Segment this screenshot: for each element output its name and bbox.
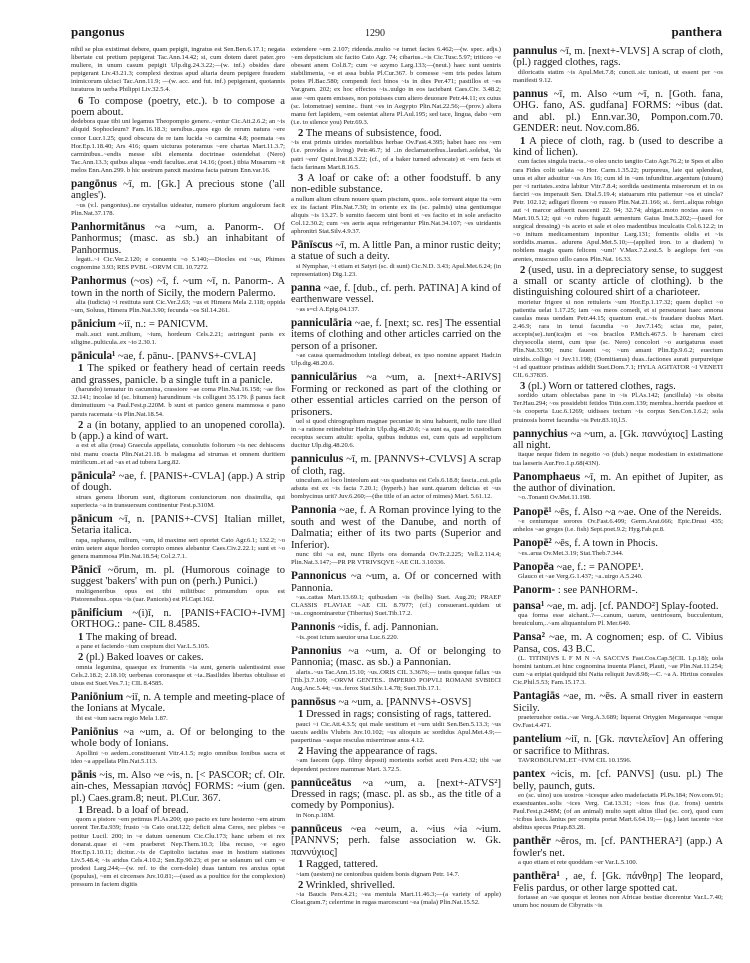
sense-text: A loaf or cake of: a other foodstuff. b any non-edible substance. (291, 172, 501, 196)
sense-definition (291, 746, 501, 757)
dictionary-entry (513, 871, 723, 910)
entry-definition: ~ī, n. [PANIS+-CVS] Italian millet, Setaria italica. (71, 513, 285, 537)
dictionary-entry (291, 646, 501, 693)
sense-number: 1 (78, 631, 84, 643)
sense-number: 2 (298, 879, 304, 891)
headword: panthēr (513, 835, 551, 848)
dictionary-entry (291, 697, 501, 774)
sense-citations: sordido uitam oblectabas pane in ~is Pl.As.142; (ancillula) ~is obsita Ter.Hau.294; ~os possidebit fetidos Titin.com.139; membra..horrida paedore et ~is cooperta Luc.6.1269; uidisses tectum ~is corpus Sen.Con.1.6.2; sola pruinosis horret facundia ~is Petr.83.10,l.5. (513, 392, 723, 424)
sense-text: Having the appearance of rags. (305, 746, 438, 757)
headword: Pannonia (291, 504, 337, 517)
dictionary-entry (71, 514, 285, 561)
citations: ibi est ~ium sacra regio Mela 1.87. (76, 714, 168, 722)
dictionary-entry (513, 89, 723, 425)
citations: ~as..cattas Mart.13.69.1; quibusdam ~is (bellis) Suet. Aug.20; PRAEF CLASSIS FLAVIAE ~AE CIL 8.7977; (cf.) consuerant..quidam ut ~us..cognominaretur (Tiberius) Suet.Tib.17.2. (291, 594, 501, 618)
entry-definition: ~a ~um, a. [PANNVS+-OSVS] (338, 696, 472, 708)
sense-definition (291, 880, 501, 891)
citations: eo (sc. uino) uos uostros ~icesque adeo madefactatis Pl.Ps.184; Nov.com.91; exaestuantes..solis ~ices Verg. Cat.13.31; ~ices frus (i.e. frons) uentris Paul.Fest.p.248M; (of an animal) multo sapit altius illud (sc. cor), quod cum ~icibus laxis..lanius per compita portat Mart.6.64.19;— (sg.) latet iacente ~ice abditus specus Priap.83.28. (513, 792, 723, 832)
citations: multigeneribus opus est tibi militibus: primumdum opus est Pistorensibus..opus ~is (uar. Paniceis) est Pl.Capt.162. (71, 587, 285, 603)
sense-citations: ~ia Baucis Pers.4.21; ~ea mentula Mart.11.46.3;—(a variety of apple) Cloat.gram.7; celerrime in rugas marcescunt ~ea (mala) Plin.Nat.15.52. (291, 891, 501, 907)
headword: panniculārius (291, 371, 357, 384)
sense-number: 1 (78, 363, 84, 375)
citations: legati..~i Cic.Ver.2.120; e conuentu ~o 5.140;—Diocles est ~us, Phimes cognomine 3.93; RES PVBL ~ORVM CIL 10.7272. (71, 256, 285, 272)
sense-citations: omnia legumina, quaeque ex frumentis ~ia sunt, generis ualentissimi esse Cels.2.18.2; 2.18.10; uerbenas coronasque et ~ia..Basilides libertus obtulisse ei uisus est Suet.Ves.7.1; CIL 8.4585. (71, 663, 285, 687)
headword: pannulus (513, 46, 558, 57)
headword: pānificium (71, 606, 123, 619)
headword: pānicula² (71, 469, 116, 482)
entry-headline (291, 372, 501, 418)
sense-citations: morietur frigore si non rettuleris ~um Hor.Ep.1.17.32; quem duplici ~o patientia uelat 1.17.25; iam ~os meos comedi, et si perseuerat haec annona casulas meas uendam Petr.44.15; quantum erat..~is fraudare duobus Mart. 2.46.9; rara in tenui facundia ~o Juv.7.145; scias me, pater, accepis(se)..tun(ica)m et ~os bracilos P.Mich.467.5. b harenam circi chrysocolla sterni, cum ipse (sc. Nero) concolori ~o aurigaturus esset Plin.Nat.33.90; nunc fauent ~o; ~um amant Plin.Ep.9.6.2; euectum uiridis..colligo ~i Juv.11.198; (Domitianus) duas..factiones aurati purpureique ~i ad quattuor pristinas addidit Suet.Dom.7.1; HYLA AGITATOR ~I VENETI CIL 6.37835. (513, 298, 723, 379)
sense-number: 1 (298, 709, 304, 721)
sense-number: 1 (78, 804, 84, 816)
headword: panthēra¹ (513, 870, 560, 883)
dictionary-entry (513, 472, 723, 503)
sense-number: 1 (520, 135, 526, 147)
sense-number: 3 (298, 172, 304, 184)
citations: in Non.p.18M. (296, 811, 335, 819)
entry-headline (71, 770, 285, 804)
dictionary-entry (291, 283, 501, 314)
entry-headline (291, 240, 501, 263)
sense-citations: ~is erat primis uirides mortalibus herbae Ov.Fast.4.395; habet haec res ~em (i.e. provides a living) Petr.46.7; id ..in declamatoribus..laudari..solebat, 'da patri ~em' Quint.Inst.8.3.22; (cf., of a baker turned advocate) et ~em facis et facis farinam Mart.8.16.5. (291, 139, 501, 171)
sense-citations: pauci ~i Cic.Att.4.3.5; qui male uestitum et ~um uidit Sen.Ben.5.13.3; ~us uacuis aedilis Vlubris Juv.10.102; ~us alioquin ac sordidus Apul.Met.4.9;—paupertinas ~asque resculas miserrimae anus 4.12. (291, 720, 501, 744)
dictionary-entry (71, 179, 285, 218)
entry-definition: ~a ~um, a. [next+-ARIVS] Forming or reckoned as part of the clothing or other essential articles carried on the person of prisoners. (291, 372, 501, 418)
headword: pānicula¹ (71, 350, 116, 363)
sense-definition (291, 709, 501, 720)
headword: panna (291, 282, 321, 294)
headword: pānicium (71, 318, 116, 331)
entry-headline (71, 608, 285, 631)
column-middle (291, 46, 501, 951)
headword: Pannonius (291, 644, 342, 657)
citations: nihil se plus existimat debere, quam pepigit, ingratus est Sen.Ben.6.17.1; negata libertate cui pretium pepigerat Tac.Ann.14.42; si, cum dotem daret pater..pro muliere, in unum casum pepigit Ulp.dig.24.3.22;—(w. inf.) obsides dare pepigerant Liv.43.21.3; complexi dextras apud altaria deum pepigere fraudem inimicorum ulcisci Tac.Ann.11.9; —(w. acc. and fut. inf.) pepigerant, quotannis iuraturos in uerba Philippi Liv.32.5.4. (71, 46, 285, 94)
sense-citations: ~iam (uestem) ne centonibus quidem bonis dignam Petr. 14.7. (296, 870, 460, 878)
sense-number: 6 (78, 95, 84, 107)
citations: alaris..~us Tac.Ann.15.10; ~us..ORIS CIL 3.3676;— testis quoque fallax ~us [Tib.]3.7.109; ~ORVM GENTES.. IMPERIO POPVLI ROMANI SVBIECI Aug.Anc.5.44; ~us..ferox Stat.Silv.1.4.78; Suet.Tib.17.1. (291, 668, 501, 692)
entry-headline (513, 46, 723, 69)
entry-definition: ~ae, m. adj. [cf. PANDO²] Splay-footed. (547, 600, 719, 612)
dictionary-entry (71, 222, 285, 272)
sense-definition (71, 420, 285, 443)
entry-headline (291, 454, 501, 477)
entry-headline (291, 778, 501, 812)
citations: ~e centumque sorores Ov.Fast.6.499; Germ.Arat.666; Epic.Drusi 435; anhelos ~ae greges (i.e. fish) Sept.poet.9.2; Hyg.Fab.pr.8. (513, 517, 723, 533)
dictionary-entry (71, 770, 285, 889)
entry-headline (71, 727, 285, 750)
citations: ~o..Tonanti Ov.Met.11.198. (518, 494, 591, 502)
dictionary-entry (291, 571, 501, 618)
dictionary-entry (291, 318, 501, 368)
citations: TAVROBOLIVM..ET ~IVM CIL 10.1596. (518, 757, 632, 765)
headword: pannūceus (291, 822, 342, 835)
sense-text: The spiked or feathery head of certain reeds and grasses, panicle. b a single tuft in a panicle. (71, 363, 285, 386)
sense-text: Bread. b a loaf of bread. (85, 804, 189, 816)
entry-headline (513, 769, 723, 792)
entry-definition: ~a ~um, a. Of or belonging to the whole body of Ionians. (71, 726, 285, 750)
entry-definition: ~iī, n. A temple and meeting-place of the Ionians at Mycale. (71, 691, 285, 715)
sense-citations: a pane et faciendo ~ium coeptum dici Var.L.5.105. (76, 643, 210, 651)
dictionary-entry (71, 727, 285, 766)
sense-citations: a est et alia (rosa) Graecula appellata, conuolutis foliorum ~is nec dehiscens nisi manu coacta Plin.Nat.21.18. b malagma ad strumas et omnem duritiem mirificum..et ad ~as et ad tubera Larg.82. (71, 442, 285, 466)
entry-definition: ~ae, f. pānu-. [PANVS+-CVLA] (118, 351, 256, 363)
entry-definition: , ae, f. [Gk. πάνθηρ] The leopard, Felis pardus, or other large spotted cat. (513, 871, 723, 894)
dictionary-entry (513, 734, 723, 765)
entry-definition: ~ēs, f. A town in Phocis. (554, 538, 658, 550)
entry-headline (513, 871, 723, 894)
dictionary-entry (513, 601, 723, 629)
entry-definition: ~ī, m. A little Pan, a minor rustic deity; a statue of such a deity. (291, 240, 501, 263)
sense-number: 2 (298, 746, 304, 757)
citations: qua forma esse aichant..?—..canum, uarum, uentriosum, bucculentum, breuiculum,..~am aliquantulum Pl. Mer.640. (513, 611, 723, 627)
sense-number: 2 (520, 264, 526, 276)
headword: Panopē² (513, 537, 552, 550)
entry-headline (291, 697, 501, 708)
entry-definition: ~ae, m. ~ēs. A small river in eastern Sicily. (513, 691, 723, 714)
sense-definition (513, 381, 723, 392)
dictionary-entry (71, 351, 285, 467)
citations: Glauco et ~ae Verg.G.1.437; ~a..uirgo A.5.240. (518, 573, 643, 580)
headword: pangōnus (71, 178, 118, 191)
headword: pannychius (513, 427, 568, 440)
sense-number: 1 (298, 859, 304, 871)
headword: Paniōnium (71, 690, 124, 703)
headword: Paniōnius (71, 725, 119, 738)
entry-definition: (~os) ~ī, f. ~um ~ī, n. Panorm-. A town in the north of Sicily, the modern Palermo. (71, 276, 285, 299)
entry-definition: ~ēros, m. [cf. PANTHERA²] (app.) A fowler's net. (513, 836, 723, 859)
dictionary-entry (71, 565, 285, 604)
citations: rapa, raphanos, milium, ~um, id maxime seri oportet Cato Agr.6.1; 132.2; ~o enim uetere atque hordeo corrupto omnes alebantur Caes.Civ.2.22.1; sunt et ~o genera mammosa Plin.Nat.18.54; Col.2.7.1. (71, 536, 285, 560)
dictionary-entry (513, 538, 723, 558)
citations: (L. TITINI)VS L F M N ~A SACCVS Fast.Cos.Cap.5(CIL 1.p.18); uola homini tantum..et hinc cognomina inuenta Planci, Plauti, ~ae Plin.Nat.11.254; cum ~a eripiat quidquid tibi Natta reliquit Juv.8.98;—C. ~a A. Hirtius consules Cic.Phil.5.53; Fam.15.17.3. (513, 654, 723, 687)
sense-citations: dedebora quae tibi uni legamus Theopompio genere..~entur Cic.Att.2.6.2; an ~is aliquid Sophocleum? Fam.16.18.3; uersibus..quos ego de rerum natura ~ere conor Lucr.1.25; quod obscura de re tam lucida ~o carmina 4.8; poemata ~es Hor.Ep.1.18.40; Ars 416; quam uicturas poteramus ~ere chartas Mart.11.3.7; carminibus..~endis messe sibi elementa doctrinae ostendebat (Nero) Tac.Ann.13.3; quibus aliqua ~endi facultas..erat 14.16; (poet.) tibia Musarum ~it melos Enn.Ann.299. b hic uestrum panxit maxima facta patrum Enn.var.16. (71, 118, 285, 174)
citations: fortasse an ~ae quoque et leones non Africae bestiae dicerentur Var.L.7.40; unum hoc nouum de Cibyratis ~is (513, 894, 723, 910)
dictionary-entry (291, 505, 501, 567)
sense-definition (71, 363, 285, 386)
entry-headline (513, 507, 723, 518)
dictionary-entry (513, 769, 723, 832)
citations: ~is..post ictum saeuior ursa Luc.6.220. (296, 633, 399, 641)
headword: pannūceātus (291, 776, 352, 789)
citations: alia (iudicia) ~i restituta sunt Cic.Ver.2.63; ~us et Himera Mela 2.118; oppida ~um, Soluus, Himera Plin.Nat.3.90; fecunda ~os Sil.14.261. (71, 299, 285, 315)
entry-headline (513, 836, 723, 859)
headword: Panorm- (513, 584, 556, 597)
entry-headline (513, 734, 723, 757)
dictionary-entry (513, 507, 723, 535)
dictionary-entry (291, 240, 501, 279)
entry-definition: ~ae, f. [next; sc. res] The essential items of clothing and other articles carried on the person of a prisoner. (291, 317, 501, 352)
sense-citations: quom a pistore ~em petimus Pl.As.200; quo pacto ex iure hesterno ~em atrum uorent Ter.Eu.939; frusto ~is Cato orat.122; deficit alma Ceres, nec plebes ~e potitur Lucil. 200; in ~e datum uenenum Cic.Clu.173; hanc urbem ei rex donarat..quae ei ~em praeberet Nep.Them.10.3; liba recuso, ~e egeo Hor.Ep.1.10.11; dicitur..~is de Capitolio iactatus esse in hostium stationes Liv.5.48.4; ~is aridus Cels.4.10.2; Sen.Ep.90.23; et per se solanum uel cum ~e prodest Larg.244;—(w. ref. to the corn-dole) duas tantum res anxius optat (populus), ~em et circenses Juv.10.81;—(used as a poultice for the complexion) pressum in faciem digitis (71, 816, 285, 889)
sense-definition (71, 96, 285, 119)
entry-definition: ~a ~um, a. Panorm-. Of Panhormus; (masc. as sb.) an inhabitant of Panhormus. (71, 222, 285, 256)
sense-definition (71, 652, 285, 663)
sense-definition (291, 859, 501, 870)
dictionary-entry (513, 562, 723, 582)
entry-definition: ~(i)ī, n. [PANIS+FACIO+-IVM] ORTHOG.: pane- CIL 8.4585. (71, 607, 285, 631)
sense-text: (pl.) Worn or tattered clothes, rags. (527, 380, 676, 392)
entry-definition: ~is, m. Also ~e ~is, n. [< PASCOR; cf. OIr. ain-ches, Messapian πανός] FORMS: ~ium (gen. pl.) Caes.gram.8; neut. Pl.Cur. 367. (71, 769, 285, 804)
sense-text: To compose (poetry, etc.). b to compose a poem about. (71, 95, 285, 118)
dictionary-entry (513, 632, 723, 687)
entry-headline (71, 319, 285, 330)
running-head-last-word: panthera (671, 24, 722, 39)
entry-headline (71, 565, 285, 588)
sense-number: 2 (78, 419, 84, 431)
dictionary-entry (71, 319, 285, 347)
entry-headline (71, 222, 285, 256)
dictionary-entry (513, 836, 723, 867)
headword: pānicum (71, 512, 113, 525)
sense-text: (pl.) Baked loaves or cakes. (85, 652, 204, 664)
entry-headline (71, 471, 285, 494)
headword: Panopēa (513, 560, 555, 573)
dictionary-entry (291, 622, 501, 642)
sense-definition (71, 632, 285, 643)
sense-definition (291, 173, 501, 196)
sense-number: 2 (298, 127, 304, 139)
headword: pannōsus (291, 695, 336, 708)
citations: nunc tibi ~a est, nunc Illyris ora domanda Ov.Tr.2.225; Vell.2.114.4; Plin.Nat.3.147;—PR PR VTRIVSQVE ~AE CIL 3.10336. (291, 551, 501, 567)
headword: Pānīscus (291, 239, 333, 251)
sense-definition (513, 265, 723, 299)
entry-headline (513, 562, 723, 573)
dictionary-entry (291, 778, 501, 820)
entry-definition: ~ae, f. [dub., cf. perh. PATINA] A kind of earthenware vessel. (291, 283, 501, 306)
entry-definition: ~ī, m. [PANNVS+-CVLVS] A scrap of cloth, rag. (291, 454, 501, 477)
dictionary-entry (71, 608, 285, 688)
citations: diloricatis statim ~is Apul.Met.7.8; cuncti..sic tunicati, ut essent per ~os manifesti 9.12. (513, 68, 723, 84)
citations: ~es..arua Ov.Met.3.19; Stat.Theb.7.344. (518, 549, 624, 557)
headword: pansa¹ (513, 599, 545, 612)
dictionary-entry (513, 46, 723, 85)
entry-continuation (291, 46, 501, 236)
entry-definition: ~a ~um, a. Of or belonging to Pannonia; (masc. as sb.) a Pannonian. (291, 645, 501, 669)
dictionary-entry (513, 691, 723, 730)
headword: pantex (513, 768, 546, 781)
headword: Panhormitānus (71, 221, 145, 234)
entry-definition: ~ī, m. An epithet of Jupiter, as the author of divination. (513, 471, 723, 494)
sense-number: 3 (520, 380, 526, 392)
headword: Pansa² (513, 631, 545, 644)
headword: pānis (71, 768, 97, 781)
entry-headline (513, 585, 723, 596)
sense-text: Dressed in rags; consisting of rags, tattered. (305, 709, 492, 721)
headword: Pannonis (291, 621, 336, 634)
headword: Panomphaeus (513, 470, 581, 483)
headword: Panopē¹ (513, 505, 552, 518)
entry-headline (291, 318, 501, 352)
entry-definition: ~ī, m. [Gk.] A precious stone ('all angles'). (71, 179, 285, 202)
dictionary-entry (291, 454, 501, 501)
entry-definition: ~a ~um, a. [Gk. παννύχιος] Lasting all night. (513, 428, 723, 451)
entry-headline (513, 89, 723, 135)
entry-headline (291, 622, 501, 633)
entry-definition: ~idis, f. adj. Pannonian. (337, 622, 439, 634)
entry-definition: ~a ~um, a. [next+-ATVS²] Dressed in rags; (masc. pl. as sb., as the title of a comedy by Pomponius). (291, 777, 501, 812)
entry-definition: ~ae, f. A Roman province lying to the south and west of the Danube, and north of Dalmatia; either of its two parts (Superior and Inferior). (291, 505, 501, 551)
dictionary-entry (513, 429, 723, 468)
headword: Pannonicus (291, 570, 347, 583)
dictionary-entry (291, 372, 501, 450)
entry-definition: ~ī, m. [next+-VLVS] A scrap of cloth, (pl.) ragged clothes, rags. (513, 46, 723, 69)
citations: praeteruehor ostia..~ae Verg.A.3.689; liquerat Ortygien Megareaque ~enque Ov.Fast.4.471. (513, 714, 723, 730)
citations: ~us (v.l. pangonius)..ne crystallus uideatur, numero plurium angulorum facit Plin.Nat.37.178. (71, 201, 285, 217)
dictionary-entry (513, 585, 723, 596)
headword: Pantagiās (513, 690, 560, 703)
entry-headline (513, 429, 723, 452)
sense-number: 2 (78, 652, 84, 664)
entry-continuation (71, 46, 285, 175)
entry-definition: ~icis, m. [cf. PANVS] (usu. pl.) The belly, paunch, guts. (513, 769, 723, 792)
entry-definition: ~ī, m. Also ~um ~ī, n. [Goth. fana, OHG. fano, AS. gudfana] FORMS: ~ibus (dat. and abl. pl.) Enn.var.30, Pompon.com.70. GENDER: neut. Nov.com.86. (513, 89, 723, 135)
sense-text: The making of bread. (85, 631, 177, 643)
sense-text: The means of subsistence, food. (305, 127, 442, 139)
sense-definition (71, 805, 285, 816)
citations: Apollini ~o aedem..constituerant Vitr.4.1.5; regio omnibus Ionibus sacra et ideo ~a appellata Plin.Nat.5.113. (71, 749, 285, 765)
sense-text: (used, usu. in a depreciatory sense, to suggest a small or scanty article of clothing). b the distinguishing coloured shirt of a charioteer. (513, 264, 723, 299)
citations: ~as s=cl A.Epig.04.137. (296, 305, 360, 313)
citations: a quo etiam et rete quoddam ~er Var.L.5.100. (518, 859, 638, 867)
headword: pannus (513, 88, 548, 100)
entry-definition: ~ōrum, m. pl. (Humorous coinage to suggest 'bakers' with pun on (perh.) Punici.) (71, 564, 285, 588)
headword: Panhormus (71, 275, 127, 288)
entry-headline (291, 283, 501, 306)
dictionary-entry (291, 824, 501, 907)
headword: pantelium (513, 733, 562, 746)
entry-definition: ~iī, n. [Gk. παντελεῖον] An offering or sacrifice to Mithras. (513, 734, 723, 757)
headword: panniculāria (291, 316, 352, 329)
entry-definition: : see PANHORM-. (557, 585, 638, 597)
citations: extendere ~em 2.107; ridenda..multo ~e tumet facies 6.462;—(w. spec. adjs.) ~em depsticium sic facito Cato Agr. 74; cibarius..~is Cic.Tusc.5.97; triticeo ~e obesant anem Col.8.7; cum ~e azymo Larg.133;—(neut.) haec sunt uentris stabilimenta, ~e et assa bubla Pl.Cur.367. b comesse ~em tris pedes latum potes Pl.Bac.580; compendi feci binos ~is in dies Per.471; pastillos et ~es Var.gram. 202; ex hoc effectos ~is..uulgo in eos iaciebant Caes.Civ. 3.48.2; asse ~em quem emisses, non potuisses cum altero deuorare Petr.44.11; ex cuius (sc. lotometrae) semine.. fiunt ~es in Aegypto Plin.Nat.22.56;—(prov.) altera manu fert lapidem, ~em ostentat altera Pl.Aul.195; sed tace, lingua, dabo ~em (i.e. to silence you) Petr.69.3. (291, 46, 501, 126)
headword: Pānicī (71, 563, 101, 576)
entry-headline (513, 632, 723, 655)
sense-definition (513, 136, 723, 159)
entry-definition: ~ēs, f. Also ~a ~ae. One of the Nereids. (554, 506, 722, 518)
sense-text: Ragged, tattered. (305, 859, 379, 871)
entry-definition: ~a ~um, a. Of or concerned with Pannonia. (291, 571, 501, 594)
entry-definition: ~ae, f. [PANIS+-CVLA] (app.) A strip of dough. (71, 470, 285, 494)
entry-headline (71, 351, 285, 362)
entry-headline (291, 824, 501, 858)
entry-headline (71, 276, 285, 299)
citations: ~ae causa quemadmodum intellegi debeat, ex ipso nomine apparet Hadr.in Ulp.dig.48.20.6. (291, 352, 501, 368)
entry-definition: ~ae, m. A cognomen; esp. of C. Vibius Pansa, cos. 43 B.C. (513, 632, 723, 655)
citations: strues genera liborum sunt, digitorum coniunctorum non dissimilia, qui superiecta ~a in transuersum continentur Fest.p.310M. (71, 493, 285, 509)
citations: si Nymphae, ~i etiam et Satyri (sc. di sunt) Cic.N.D. 3.43; Apul.Met.6.24; (in representation) Dig.1.23. (291, 262, 501, 278)
entry-headline (513, 601, 723, 612)
sense-citations: ~am faecem (app. filmy deposit) morientis sorbet aceti Pers.4.32; tibi ~ae dependent pectore mammae Mart. 3.72.5. (291, 757, 501, 773)
entry-headline (291, 646, 501, 669)
entry-definition: ~iī, n.: = PANICVM. (118, 319, 209, 331)
column-right (513, 46, 723, 951)
entry-headline (291, 571, 501, 594)
entry-headline (71, 514, 285, 537)
citations: uinculum..ei loco linteolum aut ~us quadratus est Cels.6.18.8; fascia..cui..pila adsuta est ex ~is facta 7.20.1; (hyperb.) hae sunt..quarum delicias et ~us bombycinus urit? Juv.6.260;—(the title of an actor of mimes) Mart. 5.61.12. (291, 477, 501, 501)
entry-definition: ~ea ~eum, a. ~ius ~ia ~ium. [PANNVS; perh. false association w. Gk. παννύχιος] (291, 823, 501, 858)
citations: uel si quod chirographum magnae pecuniae in sinu habuerit, nullo iure illud in ~a ratione retinebitur Hadr.in Ulp.dig.48.20.6; ~a sunt ea, quae in custodiam receptus secum attulit: spolia, quibus indutus est, cum quis ad supplicium ducitur Ulp.dig.48.20.6. (291, 417, 501, 450)
sense-citations: (harundo) tenuatur in cacumina, crassiore ~ae coma Plin.Nat.16.158; ~ae flos 32.141; incolae id (sc. bitumen) harundinum ~is colligunt 35.179. β panus facit diminutiuum ~a Paul.Fest.p.220M. b sunt et panico genera mammosa e pano paruis racemata ~is Plin.Nat.18.54. (71, 386, 285, 418)
entry-definition: ~ae, f.: = PANOPE¹. (556, 561, 644, 573)
entry-headline (513, 691, 723, 714)
dictionary-entry (71, 471, 285, 510)
dictionary-entry (71, 692, 285, 723)
citations: mali..suci sunt..milium, ~ium, hordeum Cels.2.21; astringunt panis ex siligine..pulticula..ex ~io 2.30.1. (71, 330, 285, 346)
entry-headline (71, 179, 285, 202)
sense-citations: cum facies singula tracta..~o oleo uncto tangito Cato Agr.76.2; te Spes et albo rara Fides colit uelata ~o Hor. Carm.1.35.22; purpureus, late qui splendeat, unus et alter adsuitur ~us Ars 16; cum id in ~um infunditur..argentum (uiuum) per ~i raritates..extra labitur Vitr.7.8.4; sordida uestimenta miserorum et in os farciri ~os imperauit Sen. Dial.5.19.4; statuarum ritu patiemur ~os et uincla? Petr. 102.12; adligari florem ~o russeo Plin.Nat.21.166; si.. ferri..aliqua robigo aut ~i marcor adfuerit nascenti 22. 94; 32.74; abigat..moto noxias aues ~o Mart.10.5.12; qui ~o rubro fugauit armentum Gaius Inst.3.202;—(used for surgical dressing) ~is aceto et sale et oleo madentibus inculcatis Col.6.12.2; in ~o initum medicamentum inponitur Larg.131; fomentis olidis et ~is sordidis..manus.. adurens Apul.Met.5.10;—(applied iron. to a diadem) 'o nobilem magis quam felicem ~um!' V.Max.7.2.ext.5. b aegilops fert ~os arentes, muscoso uillo canos Plin.Nat. 16.33. (513, 158, 723, 263)
entry-headline (513, 472, 723, 495)
sense-citations: a nullum alium cibum nouere quam piscium, quos.. sole torreant atque ita ~em ex iis faciant Plin.Nat.7.30; in oriente ex iis (sc. palmis) uina gentiumque aliquis ~is 13.27. b sumito faecem uini boni et ~es facito et in sole arefacito Col.12.30.2; cum ~es aeris aqua refrigerantur Plin.Nat.34.107; ~es uiridantis aphronitri Stat.Silv.4.9.37. (291, 195, 501, 235)
column-left (71, 46, 285, 951)
entry-headline (71, 692, 285, 715)
entry-headline (513, 538, 723, 549)
citations: itaque neque fidem in negotio ~o (dub.) neque modestiam in existimatione tua laeseris Aur.Fro.1.p.68(43N). (513, 451, 723, 467)
sense-text: a (in botany, applied to an unopened corolla). b (app.) a kind of wart. (71, 419, 285, 443)
sense-definition (291, 128, 501, 139)
entry-headline (291, 505, 501, 551)
dictionary-entry (71, 276, 285, 315)
running-head-first-word: pangonus (71, 24, 125, 39)
sense-text: Wrinkled, shrivelled. (305, 879, 396, 891)
headword: panniculus (291, 453, 344, 466)
sense-text: A piece of cloth, rag. b (used to describe a kind of lichen). (513, 135, 723, 159)
page-number: 1290 (365, 28, 385, 39)
